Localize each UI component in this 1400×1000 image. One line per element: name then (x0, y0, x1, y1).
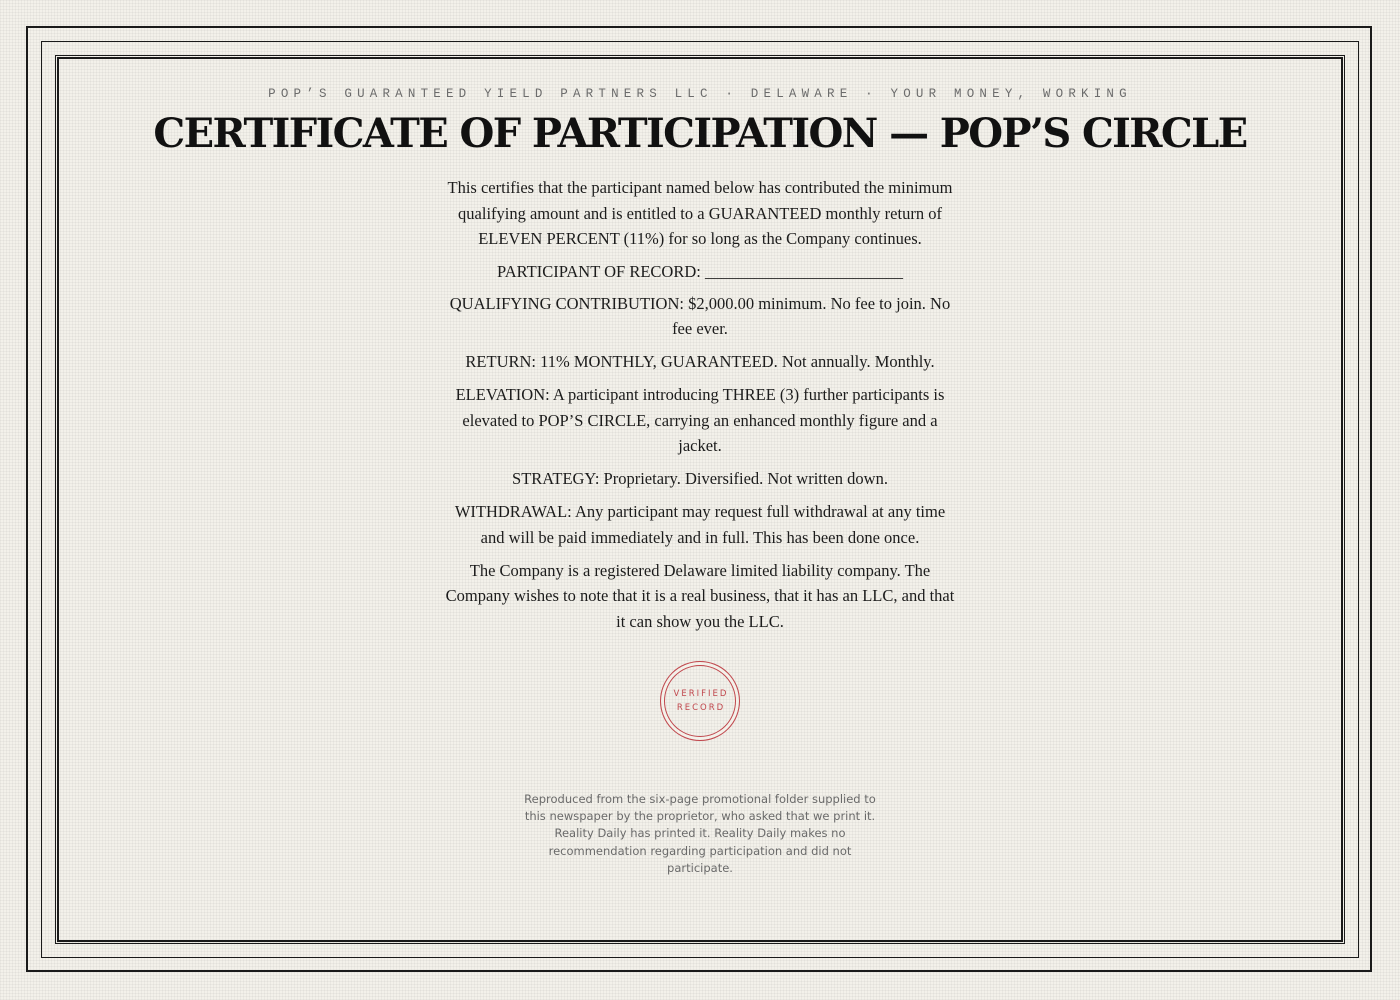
certificate (60, 60, 1340, 940)
company-kicker: POP’S GUARANTEED YIELD PARTNERS LLC · DELAWARE · YOUR MONEY, WORKING (268, 87, 1132, 101)
reproduction-footnote: Reproduced from the six-page promotional folder supplied to this newspaper by the proprietor, who asked that we print it. Reality Daily has printed it. Reality Daily makes no recommendation regarding participation and did not participate. (524, 792, 876, 875)
qualifying-contribution: QUALIFYING CONTRIBUTION: $2,000.00 minimum. No fee to join. No fee ever. (449, 293, 951, 338)
participant-of-record: PARTICIPANT OF RECORD: ________________________ (497, 262, 903, 281)
verified-record-seal (660, 661, 740, 741)
return-terms: RETURN: 11% MONTHLY, GUARANTEED. Not annually. Monthly. (465, 352, 935, 371)
certificate-title: CERTIFICATE OF PARTICIPATION — POP’S CIRCLE (153, 110, 1247, 157)
certificate-body (445, 175, 955, 634)
elevation-terms: ELEVATION: A participant introducing THREE (3) further participants is elevated to POP’S CIRCLE, carrying an enhanced monthly figure and a jacket. (455, 385, 945, 455)
strategy-terms: STRATEGY: Proprietary. Diversified. Not written down. (512, 469, 888, 488)
company-statement: The Company is a registered Delaware limited liability company. The Company wishes to note that it is a real business, that it has an LLC, and that it can show you the LLC. (445, 560, 955, 631)
certification-statement: This certifies that the participant named below has contributed the minimum qualifying amount and is entitled to a GUARANTEED monthly return of ELEVEN PERCENT (11%) for so long as the Company continues. (447, 178, 953, 248)
withdrawal-terms: WITHDRAWAL: Any participant may request full withdrawal at any time and will be paid immediately and in full. This has been done once. (454, 502, 946, 547)
seal-line-1: VERIFIED (673, 689, 729, 699)
seal-line-2: RECORD (676, 703, 726, 713)
